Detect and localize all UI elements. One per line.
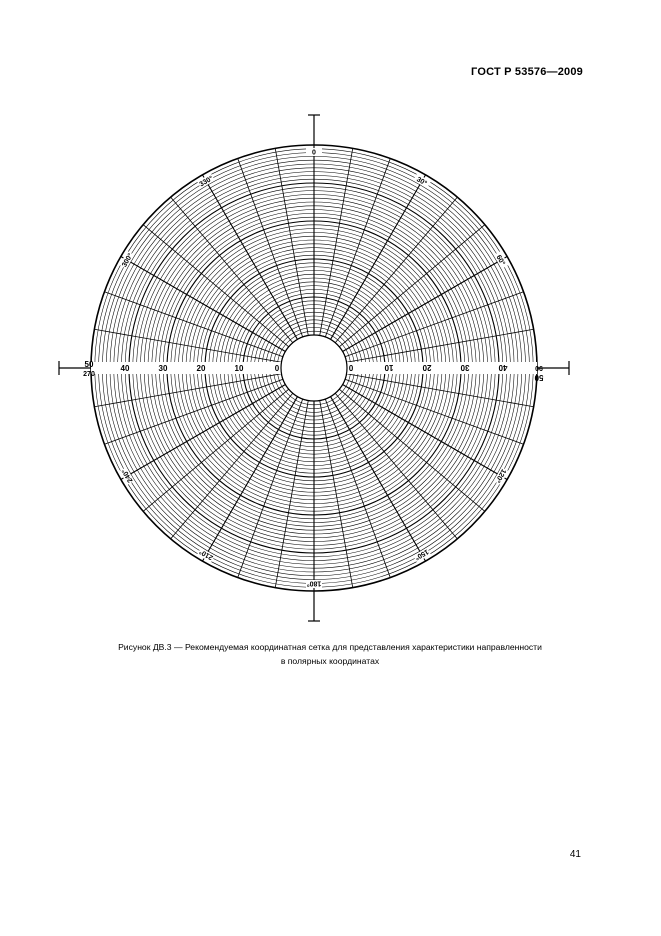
- caption-line-2: в полярных координатах: [280, 656, 380, 666]
- angle-label: 0: [312, 149, 316, 157]
- scale-strip-left: [91, 362, 281, 374]
- angle-label: 300°: [121, 252, 135, 269]
- scale-label-left: 10: [234, 364, 244, 373]
- scale-label-right: 0: [348, 363, 354, 372]
- angle-label: 330°: [198, 175, 215, 189]
- scale-label-right: 30: [460, 363, 470, 372]
- caption-line-1: Рисунок ДВ.3 — Рекомендуемая координатная сетка для представления характеристики направленности: [118, 642, 542, 652]
- angle-label: 120°: [493, 467, 507, 484]
- angle-label: 240°: [121, 467, 135, 484]
- angle-label: 150°: [413, 547, 430, 561]
- angle-label: 180°: [306, 579, 322, 587]
- angle-label: 210°: [198, 547, 215, 561]
- angle-label: 30°: [415, 176, 428, 188]
- angle-label: 60°: [494, 254, 506, 267]
- standard-number: ГОСТ Р 53576—2009: [471, 66, 583, 78]
- scale-label-left: 0: [274, 364, 280, 373]
- scale-strip-right: [347, 362, 537, 374]
- angle-label-right: 90: [535, 364, 543, 371]
- scale-end-label-right: 50: [534, 373, 544, 382]
- scale-label-left: 20: [196, 364, 206, 373]
- scale-label-left: 30: [158, 364, 168, 373]
- page-number: 41: [569, 849, 581, 860]
- scale-label-right: 20: [422, 363, 432, 372]
- figure-caption: [40, 640, 620, 668]
- scale-label-left: 40: [120, 364, 130, 373]
- center-hole: [281, 335, 347, 401]
- scale-label-right: 10: [384, 363, 394, 372]
- scale-end-label-left: 50: [84, 360, 94, 369]
- angle-label-left: 270: [83, 371, 95, 378]
- scale-label-right: 40: [498, 363, 508, 372]
